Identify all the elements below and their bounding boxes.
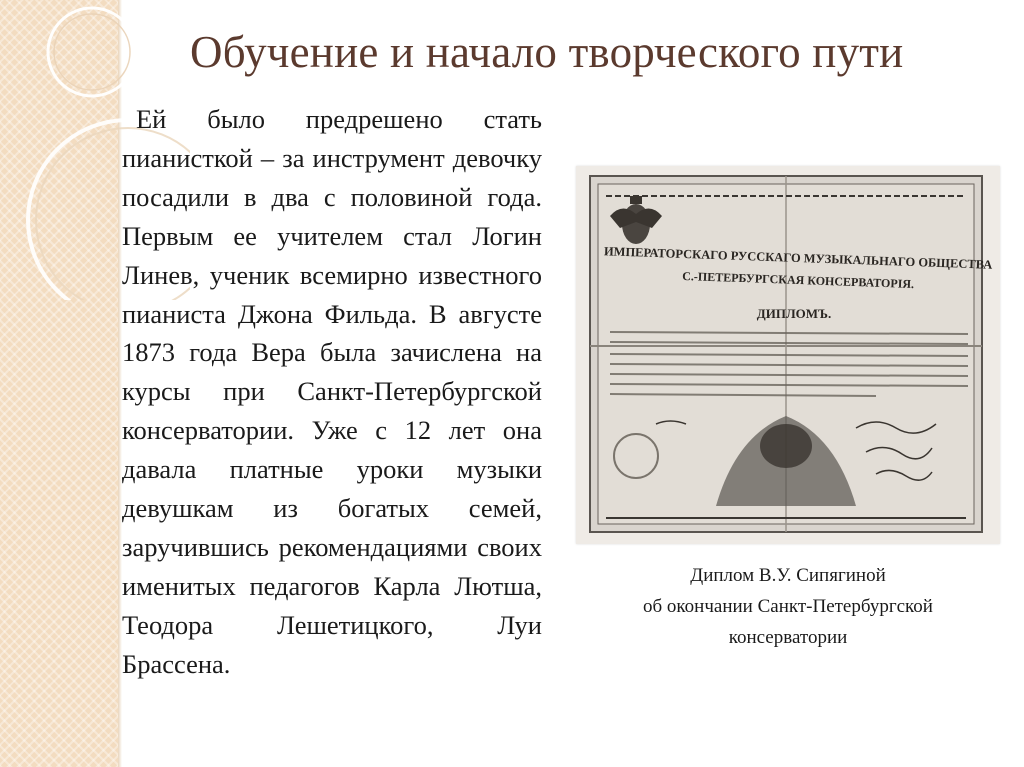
slide-body-text: Ей было предрешено стать пианисткой – за инструмент девочку посадили в два с половиной года. Первым ее учителем стал Логин Линев, ученик всемирно известного пианиста Джона Фильда. В августе 1873 года Вера была зачислена на курсы при Санкт-Петербургской консерватории. Уже с 12 лет она давала платные уроки музыки девушкам из богатых семей, заручившись рекомендациями своих именитых педагогов Карла Лютша, Теодора Лешетицкого, Луи Брассена. bbox=[122, 104, 542, 679]
diploma-image bbox=[576, 166, 1000, 544]
doc-title: ДИПЛОМЪ. bbox=[756, 306, 832, 321]
caption-line-3: консерватории bbox=[728, 627, 848, 648]
diploma-picture bbox=[576, 166, 1000, 544]
image-caption bbox=[576, 560, 1000, 653]
doc-header: ИМПЕРАТОРСКАГО РУССКАГО МУЗЫКАЛЬНАГО ОБЩЕСТВА bbox=[603, 244, 993, 272]
slide-title: Обучение и начало творческого пути bbox=[190, 27, 904, 77]
doc-subheader: С.-ПЕТЕРБУРГСКАЯ КОНСЕРВАТОРІЯ. bbox=[681, 268, 915, 292]
caption-line-1: Диплом В.У. Сипягиной bbox=[690, 565, 886, 586]
caption-line-2: об окончании Санкт-Петербургской bbox=[643, 596, 933, 617]
